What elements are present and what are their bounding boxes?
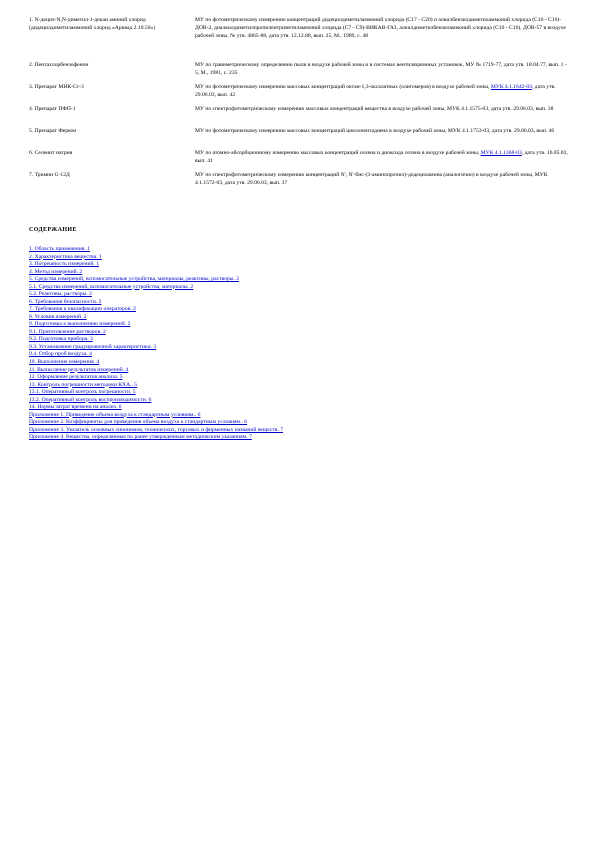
toc-link[interactable]: 9.2. Подготовка прибора. 3 [29, 336, 93, 343]
method-text-tail: , дата утв. 29.06.03, вып. 42 [195, 84, 556, 99]
toc-item [29, 306, 569, 314]
toc-link[interactable]: 13.1. Оперативный контроль погрешности. 5 [29, 389, 136, 396]
toc-item [29, 344, 569, 352]
muk-document-link[interactable]: МУК 4.1.1368-03 [480, 150, 522, 156]
toc-link[interactable]: 14. Нормы затрат времени на анализ. 6 [29, 404, 122, 411]
toc-link[interactable]: 5. Средства измерений, вспомогательные устройства, материалы, реактивы, растворы. 2 [29, 276, 240, 283]
toc-item [29, 351, 569, 359]
toc-item [29, 269, 569, 277]
method-text: МУ по спектрофотометрическому измерению массовых концентраций вещества в воздухе рабочей зоны, МУК 4.1.1575-03, дата утв. 29.06.03, вып. 38 [195, 106, 554, 112]
toc-item [29, 284, 569, 292]
substances-methods-table [29, 16, 569, 191]
toc-item [29, 389, 569, 397]
toc-link[interactable]: 11. Вычисление результатов измерений. 4 [29, 366, 129, 373]
method-text: МУ по фотометрическому измерению концентраций дидецилдиметиламмоний хлорида (С17 - С20) и алкилбензилдиметиламмоний хлорида (С10 - С16)-ДОВ-2, диалкилдиметилпропилентриметиламмоний хлорида (С7 - С9)-ВИКАВ-ГАЗ, алкилдиметилбензиламмоний хлорида (С10 - С16), ДОВ-57 в воздухе рабочей зоны, № утв. 4865-88, дата утв. 12.12.88, вып. 25, М., 1989, с. 48 [195, 17, 566, 40]
toc-link[interactable]: 7. Требования к квалификации операторов. 2 [29, 306, 136, 313]
toc-item [29, 374, 569, 382]
method-reference [195, 61, 569, 83]
method-text: МУ по спектрофотометрическому измерению концентраций N', N'-бис-(3-аминопропил)-додециламина (аналогично) в воздухе рабочей зоны, МУК 4.1.1572-03, дата утв. 29.06.03, вып. 37 [195, 172, 548, 187]
table-row [29, 127, 569, 149]
toc-link[interactable]: 8. Условия измерений. 2 [29, 313, 87, 320]
toc-item [29, 359, 569, 367]
method-text: МУ по фотометрическому измерению массовых концентраций октан-1,3-оксалатных (олигомеров) в воздухе рабочей зоны, [195, 84, 491, 90]
toc-link[interactable]: 6. Требования безопасности. 2 [29, 298, 102, 305]
toc-link[interactable]: 9.3. Установление градуировочной характеристики. 3 [29, 343, 157, 350]
toc-link[interactable]: 12. Оформление результатов анализа. 5 [29, 374, 123, 381]
table-row [29, 149, 569, 171]
substance-name: 7. Тримин G-12Д [29, 172, 70, 178]
toc-item [29, 397, 569, 405]
toc-link[interactable]: 13.2. Оперативный контроль воспроизводимости. 6 [29, 396, 152, 403]
toc-link[interactable]: Приложение 4. Вещества, определяемые по ранее утвержденным методическим указаниям. 7 [29, 434, 252, 441]
toc-item [29, 434, 569, 442]
toc-link[interactable]: Приложение 2. Коэффициенты для приведения объема воздуха к стандартным условиям.. 6 [29, 419, 248, 426]
method-reference [195, 16, 569, 61]
toc-link[interactable]: 3. Погрешность измерений. 1 [29, 261, 100, 268]
table-row [29, 16, 569, 61]
table-row [29, 105, 569, 127]
method-text: МУ по гравиметрическому определению пыли в воздухе рабочей зоны и в системах вентиляционных установок, МУ № 1719-77, дата утв. 18.04.77, вып. 1 - 5, М., 1981, с. 235 [195, 62, 567, 77]
toc-item [29, 276, 569, 284]
substance-name: 5. Препарат Феркон [29, 128, 77, 134]
method-reference [195, 149, 569, 171]
toc-link[interactable]: 2. Характеристика вещества. 1 [29, 253, 102, 260]
toc-item [29, 427, 569, 435]
substance-name: 6. Селенит натрия [29, 150, 73, 156]
toc-item [29, 329, 569, 337]
table-of-contents [29, 246, 569, 442]
toc-link[interactable]: 9. Подготовка к выполнению измерений. 2 [29, 321, 131, 328]
toc-link[interactable]: Приложение 3. Указатель основных синонимов, технических, торговых и фирменных названий веществ. 7 [29, 426, 283, 433]
toc-item [29, 254, 569, 262]
toc-link[interactable]: 5.2. Реактивы, растворы. 2 [29, 291, 92, 298]
toc-item [29, 367, 569, 375]
method-reference [195, 127, 569, 149]
toc-item [29, 246, 569, 254]
substance-name: 3. Препарат МНК-Ст-3 [29, 84, 84, 90]
method-text-tail: , дата утв. 16.05.03, вып. 41 [195, 150, 568, 165]
toc-link[interactable]: 10. Выполнение измерения. 4 [29, 358, 100, 365]
toc-link[interactable]: Приложение 1. Приведение объема воздуха к стандартным условиям.. 6 [29, 411, 201, 418]
toc-item [29, 291, 569, 299]
method-text: МУ по атомно-абсорбционному измерению массовых концентраций селена и диоксида селена в воздухе рабочей зоны, [195, 150, 481, 156]
method-text: МУ по фотометрическому измерению массовых концентраций циклопентадиена в воздухе рабочей зоны, МУК 4.1.1753-03, дата утв. 29.06.03, вып. 46 [195, 128, 555, 134]
toc-item [29, 336, 569, 344]
toc-item [29, 404, 569, 412]
toc-link[interactable]: 5.1. Средства измерений, вспомогательные устройства, материалы. 2 [29, 283, 194, 290]
toc-link[interactable]: 1. Область применения. 1 [29, 246, 90, 252]
toc-link[interactable]: 9.4. Отбор проб воздуха. 4 [29, 351, 92, 358]
toc-link[interactable]: 13. Контроль погрешности методики КХА.. 5 [29, 381, 138, 388]
toc-item [29, 321, 569, 329]
toc-item [29, 261, 569, 269]
toc-heading: СОДЕРЖАНИЕ [29, 227, 77, 233]
substance-name: 4. Препарат ПФП-1 [29, 106, 76, 112]
toc-item [29, 382, 569, 390]
substance-name: 2. Пентахлорбензофенон [29, 62, 89, 68]
table-row [29, 83, 569, 105]
toc-link[interactable]: 9.1. Приготовление растворов. 2 [29, 328, 106, 335]
table-row [29, 171, 569, 191]
method-reference [195, 83, 569, 105]
table-row [29, 61, 569, 83]
substance-name: 1. N-децил-N,N-диметил-1-декан аминий хлорид (дидецилдиметиламмоний хлорид «Арквад 2.10.50») [29, 17, 156, 32]
toc-item [29, 419, 569, 427]
method-reference [195, 171, 569, 191]
method-reference [195, 105, 569, 127]
toc-link[interactable]: 4. Метод измерений. 2 [29, 268, 83, 275]
muk-document-link[interactable]: МУК 4.1.1642-03 [490, 84, 532, 90]
